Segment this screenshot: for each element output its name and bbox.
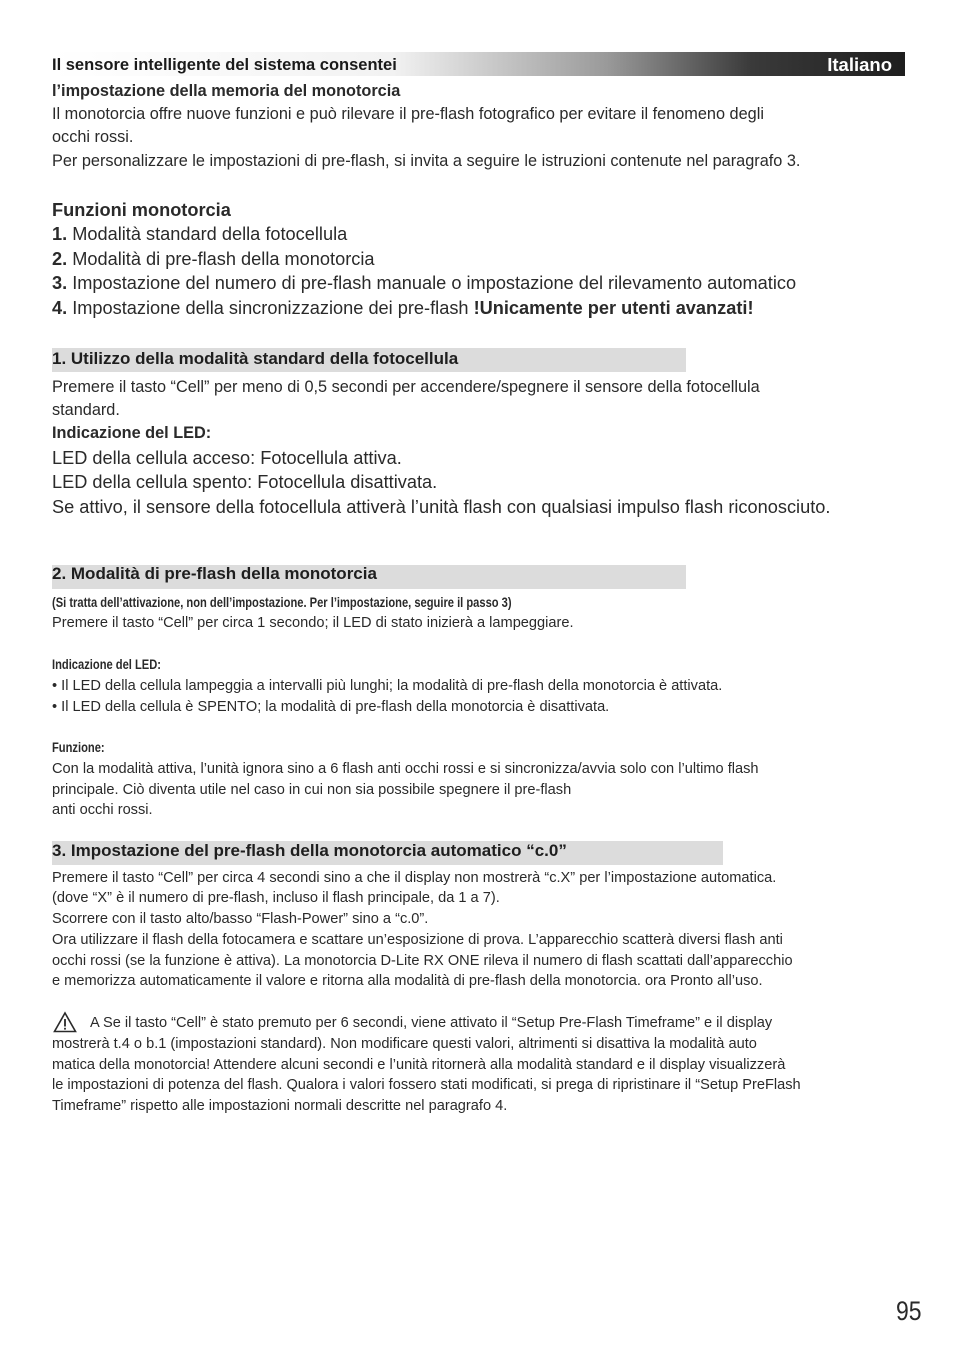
- section3-line: Scorrere con il tasto alto/basso “Flash-Power” sino a “c.0”.: [52, 911, 429, 927]
- section2-function-line: Con la modalità attiva, l’unità ignora sino a 6 flash anti occhi rossi e si sincronizza/avvia solo con l’ultimo flash: [52, 761, 759, 777]
- section1-led-label: Indicazione del LED:: [52, 424, 212, 442]
- section1-led-line: Se attivo, il sensore della fotocellula attiverà l’unità flash con qualsiasi impulso flash riconosciuto.: [52, 497, 831, 517]
- section2-function-line: principale. Ciò diventa utile nel caso in cui non sia possibile spegnere il pre-flash: [52, 782, 572, 798]
- section3-line: (dove “X” è il numero di pre-flash, incluso il flash principale, da 1 a 7).: [52, 890, 500, 906]
- language-label: Italiano: [827, 54, 892, 75]
- functions-title: Funzioni monotorcia: [52, 200, 231, 220]
- header-title: Il sensore intelligente del sistema consentei: [52, 56, 397, 74]
- section2-note: (Si tratta dell’attivazione, non dell’impostazione. Per l’impostazione, seguire il passo 3): [52, 595, 512, 610]
- section1-line: standard.: [52, 401, 120, 419]
- warning-line: mostrerà t.4 o b.1 (impostazioni standard). Non modificare questi valori, altrimenti si disattiva la modalità auto: [52, 1036, 757, 1052]
- intro-line: Per personalizzare le impostazioni di pre-flash, si invita a seguire le istruzioni contenute nel paragrafo 3.: [52, 152, 801, 170]
- section2-function-line: anti occhi rossi.: [52, 802, 153, 818]
- page-number: 95: [896, 1296, 922, 1326]
- intro-line: Il monotorcia offre nuove funzioni e può rilevare il pre-flash fotografico per evitare il fenomeno degli: [52, 105, 764, 123]
- warning-line: matica della monotorcia! Attendere alcuni secondi e l’unità ritornerà alla modalità standard e il display visualizzerà: [52, 1057, 786, 1073]
- section2-led-label: Indicazione del LED:: [52, 657, 162, 672]
- warning-icon: [53, 1011, 77, 1033]
- warning-line: le impostazioni di potenza del flash. Qualora i valori fossero stati modificati, si prega di ripristinare il “Setup PreFlash: [52, 1077, 801, 1093]
- function-item: 1. Modalità standard della fotocellula: [52, 224, 348, 244]
- intro-line: occhi rossi.: [52, 128, 134, 146]
- function-item: 3. Impostazione del numero di pre-flash manuale o impostazione del rilevamento automatico: [52, 273, 797, 293]
- section2-function-label: Funzione:: [52, 740, 105, 755]
- section1-led-line: LED della cellula spento: Fotocellula disattivata.: [52, 472, 438, 492]
- warning-line: Timeframe” rispetto alle impostazioni normali descritte nel paragrafo 4.: [52, 1098, 508, 1114]
- section2-bullet: • Il LED della cellula lampeggia a intervalli più lunghi; la modalità di pre-flash della monotorcia è attivata.: [52, 678, 723, 694]
- section2-title: 2. Modalità di pre-flash della monotorcia: [52, 564, 377, 583]
- section2-line: Premere il tasto “Cell” per circa 1 secondo; il LED di stato inizierà a lampeggiare.: [52, 615, 574, 631]
- intro-subtitle: l’impostazione della memoria del monotorcia: [52, 82, 401, 100]
- section2-bullet: • Il LED della cellula è SPENTO; la modalità di pre-flash della monotorcia è disattivata.: [52, 699, 610, 715]
- function-item: 4. Impostazione della sincronizzazione dei pre-flash !Unicamente per utenti avanzati!: [52, 298, 754, 318]
- section1-led-line: LED della cellula acceso: Fotocellula attiva.: [52, 448, 402, 468]
- warning-line: A Se il tasto “Cell” è stato premuto per 6 secondi, viene attivato il “Setup Pre-Flash Timeframe” e il display: [90, 1015, 773, 1031]
- section3-line: e memorizza automaticamente il valore e ritorna alla modalità di pre-flash della monotorcia. ora Pronto all’uso.: [52, 973, 763, 989]
- section3-line: Premere il tasto “Cell” per circa 4 secondi sino a che il display non mostrerà “c.X” per l’impostazione automatica.: [52, 870, 777, 886]
- section3-line: occhi rossi (se la funzione è attiva). La monotorcia D-Lite RX ONE rileva il numero di flash scattati dall’apparecchio: [52, 953, 793, 969]
- section3-line: Ora utilizzare il flash della fotocamera e scattare un’esposizione di prova. L’apparecchio scatterà diversi flash anti: [52, 932, 783, 948]
- section1-line: Premere il tasto “Cell” per meno di 0,5 secondi per accendere/spegnere il sensore della fotocellula: [52, 378, 760, 396]
- function-item: 2. Modalità di pre-flash della monotorcia: [52, 249, 375, 269]
- section3-title: 3. Impostazione del pre-flash della monotorcia automatico “c.0”: [52, 841, 567, 860]
- section1-title: 1. Utilizzo della modalità standard della fotocellula: [52, 349, 459, 368]
